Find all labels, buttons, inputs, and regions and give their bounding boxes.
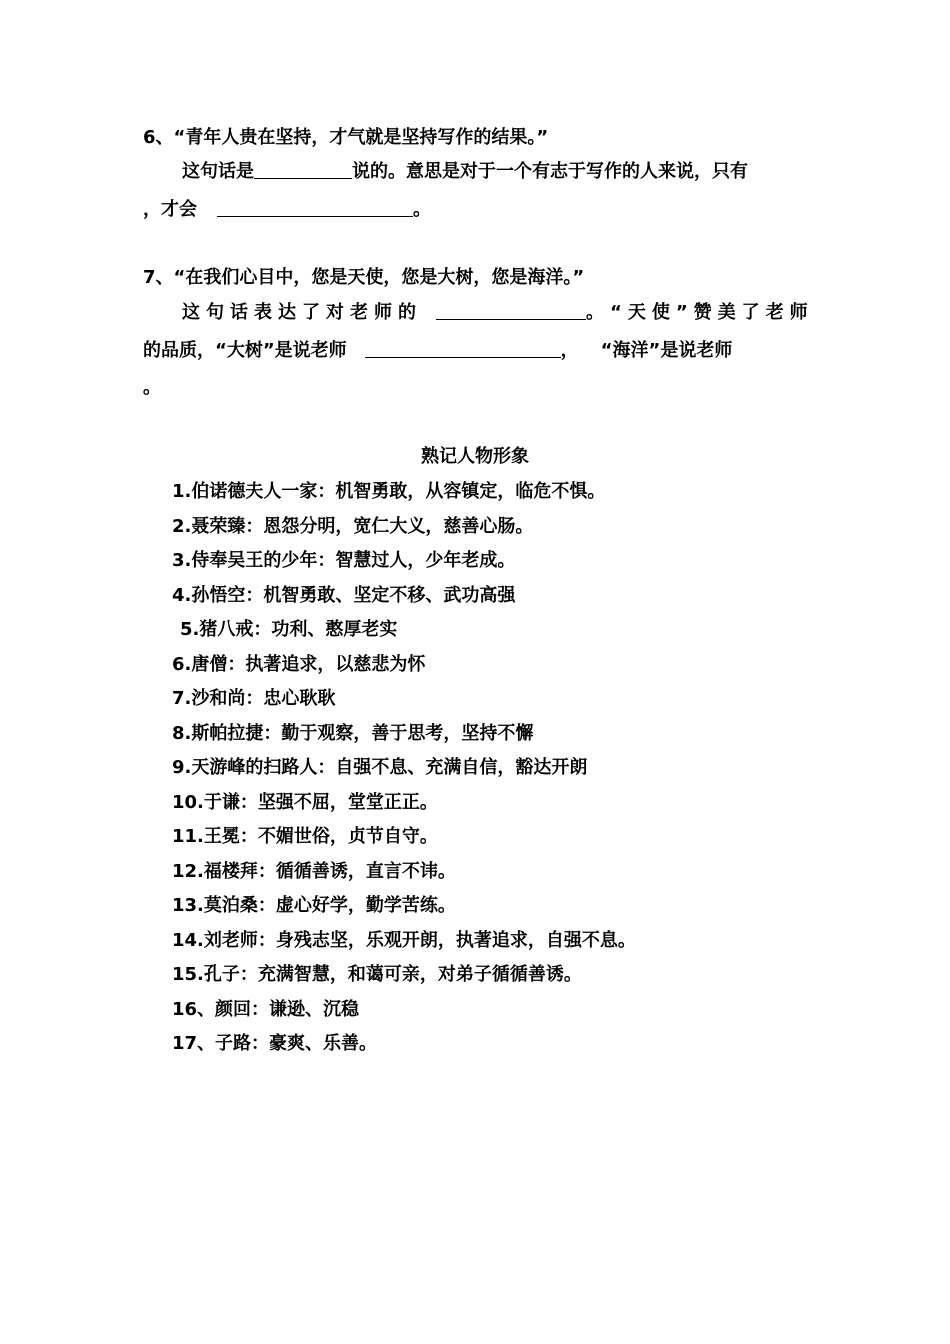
q7-line2-start: 这句话表达了对老师的: [182, 302, 422, 323]
q7-line3: [143, 338, 732, 364]
list-item: 8.斯帕拉捷：勤于观察，善于思考，坚持不懈: [172, 723, 534, 744]
q6-line3-start: ，才会: [143, 199, 197, 220]
q7-line2: [182, 300, 814, 326]
q7-line4: 。: [143, 377, 161, 398]
list-item: 16、颜回：谦逊、沉稳: [172, 999, 360, 1020]
q6-line2-end: 说的。意思是对于一个有志于写作的人来说，只有: [352, 161, 748, 182]
q7-blank-tree[interactable]: [365, 339, 561, 358]
list-item: 2.聂荣臻：恩怨分明，宽仁大义，慈善心肠。: [172, 516, 534, 537]
q7-line3-start: 的品质，“大树”是说老师: [143, 340, 347, 361]
list-item: 7.沙和尚：忠心耿耿: [172, 688, 336, 709]
section-title: 熟记人物形象: [421, 446, 529, 467]
list-item: 6.唐僧：执著追求，以慈悲为怀: [172, 654, 426, 675]
list-item: 4.孙悟空：机智勇敢、坚定不移、武功高强: [172, 585, 516, 606]
q6-line3-end: 。: [413, 199, 431, 220]
list-item: 12.福楼拜：循循善诱，直言不讳。: [172, 861, 456, 882]
q7-line3-comma: ，: [560, 340, 579, 361]
list-item: 15.孔子：充满智慧，和蔼可亲，对弟子循循善诱。: [172, 964, 582, 985]
q6-line3: [143, 197, 431, 223]
list-item: 11.王冕：不媚世俗，贞节自守。: [172, 826, 438, 847]
q7-prompt: 7、“在我们心目中，您是天使，您是大树，您是海洋。”: [143, 267, 585, 288]
list-item: 17、子路：豪爽、乐善。: [172, 1033, 378, 1054]
q7-line3-end: “海洋”是说老师: [600, 340, 733, 361]
q6-blank-speaker[interactable]: [254, 160, 352, 179]
q6-line2-start: 这句话是: [182, 161, 254, 182]
list-item: 1.伯诺德夫人一家：机智勇敢，从容镇定，临危不惧。: [172, 481, 606, 502]
q6-blank-result[interactable]: [217, 198, 413, 217]
q6-line2: [182, 159, 748, 185]
list-item: 3.侍奉吴王的少年：智慧过人，少年老成。: [172, 550, 516, 571]
list-item: 10.于谦：坚强不屈，堂堂正正。: [172, 792, 438, 813]
list-item: 9.天游峰的扫路人：自强不息、充满自信，豁达开朗: [172, 757, 588, 778]
list-item: 13.莫泊桑：虚心好学，勤学苦练。: [172, 895, 456, 916]
list-item: 5.猪八戒：功利、憨厚老实: [180, 619, 398, 640]
q6-prompt: 6、“青年人贵在坚持，才气就是坚持写作的结果。”: [143, 127, 549, 148]
q7-blank-feeling[interactable]: [436, 301, 586, 320]
list-item: 14.刘老师：身残志坚，乐观开朗，执著追求，自强不息。: [172, 930, 636, 951]
q7-line2-end: 。“天使”赞美了老师: [586, 302, 814, 323]
